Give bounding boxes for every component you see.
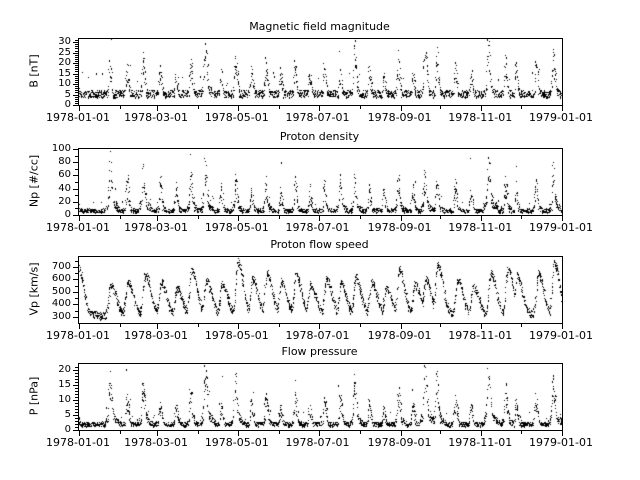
x-minor-tick — [279, 215, 280, 219]
x-minor-tick — [279, 105, 280, 109]
y-minor-tick — [75, 76, 78, 77]
x-tick-label: 1978-05-01 — [204, 436, 269, 449]
y-axis-label: Np [#/cc] — [27, 154, 41, 208]
plot-area — [58, 36, 563, 110]
y-minor-tick — [75, 48, 78, 49]
y-minor-tick — [75, 80, 78, 81]
y-tick-label: 400 — [51, 298, 71, 309]
x-tick-label: 1978-03-01 — [124, 329, 189, 342]
x-tick-label: 1979-01-01 — [529, 111, 593, 124]
x-tick-label: 1978-11-01 — [448, 111, 513, 124]
y-minor-tick — [75, 82, 78, 83]
panel-title: Flow pressure — [281, 345, 358, 358]
x-minor-tick — [521, 215, 522, 219]
y-minor-tick — [75, 71, 78, 72]
x-tick-label: 1978-05-01 — [204, 111, 269, 124]
y-major-tick — [73, 202, 78, 203]
y-axis-label: B [nT] — [27, 54, 41, 88]
y-axis-label: Vp [km/s] — [27, 262, 41, 316]
y-tick-label: 5 — [64, 89, 71, 100]
y-tick-label: 25 — [58, 47, 71, 58]
y-major-tick — [73, 292, 78, 293]
y-major-tick — [73, 175, 78, 176]
y-minor-tick — [75, 367, 78, 368]
x-axis-labels — [0, 329, 640, 343]
x-tick-label: 1978-11-01 — [448, 329, 513, 342]
x-tick-label: 1978-03-01 — [124, 221, 189, 234]
panel-title: Magnetic field magnitude — [249, 20, 390, 33]
x-minor-tick — [440, 430, 441, 434]
y-major-tick — [73, 149, 78, 150]
x-minor-tick — [440, 105, 441, 109]
y-tick-label: 10 — [58, 78, 71, 89]
y-major-tick — [73, 304, 78, 305]
y-minor-tick — [75, 397, 78, 398]
y-minor-tick — [75, 403, 78, 404]
x-tick-label: 1978-01-01 — [46, 111, 110, 124]
y-minor-tick — [75, 195, 78, 196]
y-major-tick — [73, 189, 78, 190]
y-major-tick — [73, 279, 78, 280]
x-tick-label: 1978-03-01 — [124, 111, 189, 124]
y-minor-tick — [75, 418, 78, 419]
x-minor-tick — [360, 105, 361, 109]
plot-area — [51, 143, 563, 220]
y-minor-tick — [75, 61, 78, 62]
y-minor-tick — [75, 424, 78, 425]
y-minor-tick — [75, 286, 78, 287]
y-minor-tick — [75, 379, 78, 380]
y-minor-tick — [75, 273, 78, 274]
x-minor-tick — [198, 323, 199, 327]
x-tick-label: 1978-05-01 — [204, 221, 269, 234]
panel-title: Proton density — [279, 130, 360, 143]
x-minor-tick — [279, 430, 280, 434]
y-minor-tick — [75, 78, 78, 79]
y-minor-tick — [75, 99, 78, 100]
y-minor-tick — [75, 376, 78, 377]
y-minor-tick — [75, 261, 78, 262]
x-tick-label: 1978-03-01 — [124, 436, 189, 449]
y-tick-label: 0 — [64, 99, 71, 110]
y-tick-label: 100 — [51, 143, 71, 154]
y-axis-label: P [nPa] — [27, 376, 41, 416]
scatter-canvas — [79, 39, 562, 105]
y-minor-tick — [75, 382, 78, 383]
x-tick-label: 1978-01-01 — [46, 329, 110, 342]
y-minor-tick — [75, 169, 78, 170]
y-minor-tick — [75, 373, 78, 374]
y-tick-label: 80 — [58, 156, 71, 167]
y-tick-label: 30 — [58, 36, 71, 47]
x-tick-label: 1978-07-01 — [285, 221, 350, 234]
y-major-tick — [73, 74, 78, 75]
y-major-tick — [73, 415, 78, 416]
y-minor-tick — [75, 90, 78, 91]
scatter-canvas — [79, 257, 562, 323]
x-tick-label: 1978-05-01 — [204, 329, 269, 342]
y-minor-tick — [75, 57, 78, 58]
y-minor-tick — [75, 86, 78, 87]
y-minor-tick — [75, 69, 78, 70]
y-minor-tick — [75, 421, 78, 422]
scatter-canvas — [79, 149, 562, 215]
y-major-tick — [73, 95, 78, 96]
y-minor-tick — [75, 406, 78, 407]
y-minor-tick — [75, 46, 78, 47]
y-tick-label: 20 — [58, 196, 71, 207]
y-minor-tick — [75, 427, 78, 428]
y-tick-label: 300 — [51, 311, 71, 322]
y-major-tick — [73, 317, 78, 318]
y-major-tick — [73, 162, 78, 163]
x-tick-label: 1978-01-01 — [46, 221, 110, 234]
y-minor-tick — [75, 208, 78, 209]
x-tick-label: 1978-09-01 — [367, 221, 432, 234]
plot-area — [58, 363, 563, 435]
y-major-tick — [73, 63, 78, 64]
y-tick-label: 500 — [51, 286, 71, 297]
x-minor-tick — [360, 215, 361, 219]
y-major-tick — [73, 53, 78, 54]
y-minor-tick — [75, 44, 78, 45]
y-major-tick — [73, 267, 78, 268]
y-minor-tick — [75, 67, 78, 68]
x-tick-label: 1978-09-01 — [367, 111, 432, 124]
y-major-tick — [73, 400, 78, 401]
x-tick-label: 1978-11-01 — [448, 221, 513, 234]
y-minor-tick — [75, 388, 78, 389]
x-minor-tick — [120, 215, 121, 219]
x-minor-tick — [198, 215, 199, 219]
x-axis-labels — [0, 221, 640, 235]
x-minor-tick — [521, 323, 522, 327]
x-minor-tick — [120, 430, 121, 434]
panel-title: Proton flow speed — [270, 238, 369, 251]
y-tick-label: 20 — [58, 57, 71, 68]
y-minor-tick — [75, 156, 78, 157]
y-tick-label: 40 — [58, 183, 71, 194]
plot-area — [51, 256, 563, 324]
y-major-tick — [73, 370, 78, 371]
x-minor-tick — [279, 323, 280, 327]
y-minor-tick — [75, 40, 78, 41]
y-minor-tick — [75, 182, 78, 183]
y-minor-tick — [75, 394, 78, 395]
y-tick-label: 0 — [64, 424, 71, 435]
x-tick-label: 1978-07-01 — [285, 111, 350, 124]
y-major-tick — [73, 105, 78, 106]
x-tick-label: 1978-09-01 — [367, 436, 432, 449]
x-tick-label: 1978-01-01 — [46, 436, 110, 449]
y-minor-tick — [75, 59, 78, 60]
y-minor-tick — [75, 92, 78, 93]
y-tick-label: 60 — [58, 169, 71, 180]
y-major-tick — [73, 385, 78, 386]
x-tick-label: 1978-07-01 — [285, 436, 350, 449]
x-minor-tick — [120, 105, 121, 109]
x-tick-label: 1979-01-01 — [529, 221, 593, 234]
x-tick-label: 1979-01-01 — [529, 329, 593, 342]
y-minor-tick — [75, 55, 78, 56]
scatter-canvas — [79, 364, 562, 430]
y-minor-tick — [75, 97, 78, 98]
x-minor-tick — [521, 105, 522, 109]
y-tick-label: 20 — [58, 364, 71, 375]
y-minor-tick — [75, 298, 78, 299]
y-tick-label: 5 — [64, 409, 71, 420]
x-minor-tick — [521, 430, 522, 434]
x-axis-labels — [0, 436, 640, 450]
y-minor-tick — [75, 391, 78, 392]
y-tick-label: 10 — [58, 394, 71, 405]
y-minor-tick — [75, 101, 78, 102]
y-tick-label: 700 — [51, 261, 71, 272]
x-tick-label: 1978-07-01 — [285, 329, 350, 342]
y-tick-label: 600 — [51, 273, 71, 284]
y-minor-tick — [75, 412, 78, 413]
y-major-tick — [73, 430, 78, 431]
y-major-tick — [73, 84, 78, 85]
y-tick-label: 0 — [64, 209, 71, 220]
x-minor-tick — [360, 430, 361, 434]
y-minor-tick — [75, 311, 78, 312]
x-tick-label: 1978-09-01 — [367, 329, 432, 342]
x-minor-tick — [120, 323, 121, 327]
y-minor-tick — [75, 65, 78, 66]
y-major-tick — [73, 215, 78, 216]
y-major-tick — [73, 42, 78, 43]
y-minor-tick — [75, 88, 78, 89]
x-minor-tick — [360, 323, 361, 327]
y-minor-tick — [75, 103, 78, 104]
x-minor-tick — [198, 430, 199, 434]
x-minor-tick — [440, 215, 441, 219]
y-minor-tick — [75, 409, 78, 410]
y-minor-tick — [75, 51, 78, 52]
x-minor-tick — [198, 105, 199, 109]
x-axis-labels — [0, 111, 640, 125]
x-tick-label: 1978-11-01 — [448, 436, 513, 449]
y-tick-label: 15 — [58, 68, 71, 79]
y-tick-label: 15 — [58, 379, 71, 390]
x-minor-tick — [440, 323, 441, 327]
x-tick-label: 1979-01-01 — [529, 436, 593, 449]
